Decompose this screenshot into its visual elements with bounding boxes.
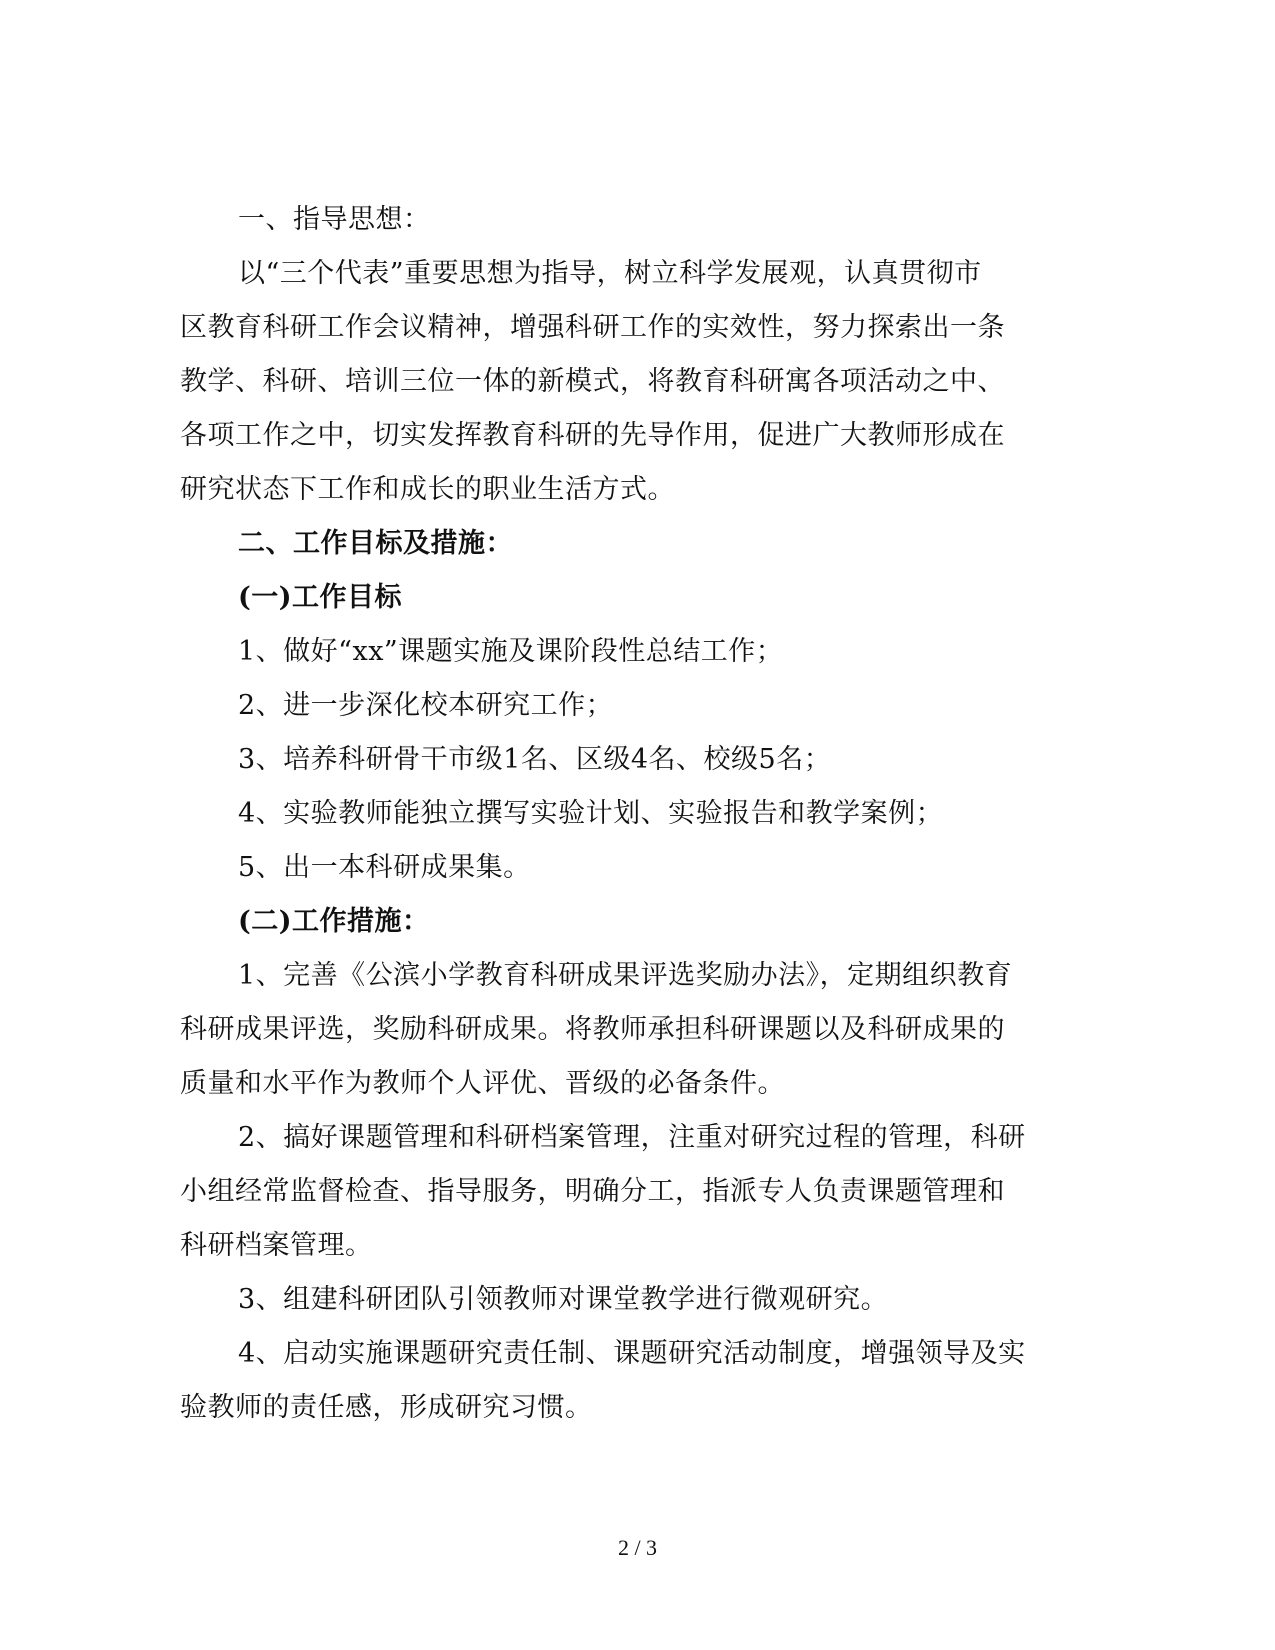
measures-list: [180, 949, 1040, 1435]
page-number: 2 / 3: [617, 1535, 658, 1560]
paragraph-line: 3、组建科研团队引领教师对课堂教学进行微观研究。: [238, 1284, 889, 1315]
paragraph-line: 研究状态下工作和成长的职业生活方式。: [180, 474, 675, 505]
paragraph-line: 小组经常监督检查、指导服务，明确分工，指派专人负责课题管理和: [180, 1176, 1005, 1207]
subheading-work-measures: (二)工作措施：: [238, 906, 430, 937]
measure-item: [180, 949, 1040, 1111]
section-heading-goals-measures: 二、工作目标及措施：: [238, 528, 513, 559]
paragraph-line: 1、完善《公滨小学教育科研成果评选奖励办法》，定期组织教育: [238, 960, 1013, 991]
paragraph-line: 验教师的责任感，形成研究习惯。: [180, 1392, 593, 1423]
measure-item: [180, 1327, 1040, 1435]
paragraph-line: 以“三个代表”重要思想为指导，树立科学发展观，认真贯彻市: [238, 258, 982, 289]
paragraph-line: 教学、科研、培训三位一体的新模式，将教育科研寓各项活动之中、: [180, 366, 1005, 397]
goals-list: [180, 625, 1040, 895]
list-item: 4、实验教师能独立撰写实验计划、实验报告和教学案例；: [238, 798, 944, 829]
measure-item: [180, 1111, 1040, 1273]
paragraph-line: 科研成果评选，奖励科研成果。将教师承担科研课题以及科研成果的: [180, 1014, 1005, 1045]
section-heading-guiding-ideology: 一、指导思想：: [238, 204, 431, 235]
list-item: 1、做好“xx”课题实施及课阶段性总结工作；: [238, 636, 784, 667]
paragraph-line: 2、搞好课题管理和科研档案管理，注重对研究过程的管理，科研: [238, 1122, 1026, 1153]
subheading-work-goals: (一)工作目标: [238, 582, 403, 613]
paragraph-line: 4、启动实施课题研究责任制、课题研究活动制度，增强领导及实: [238, 1338, 1026, 1369]
measure-item: [180, 1273, 1040, 1327]
list-item: 2、进一步深化校本研究工作；: [238, 690, 614, 721]
list-item: 3、培养科研骨干市级1名、区级4名、校级5名；: [238, 744, 832, 775]
paragraph-line: 科研档案管理。: [180, 1230, 373, 1261]
document-body: [180, 193, 1040, 1435]
paragraph-line: 质量和水平作为教师个人评优、晋级的必备条件。: [180, 1068, 785, 1099]
paragraph-line: 区教育科研工作会议精神，增强科研工作的实效性，努力探索出一条: [180, 312, 1005, 343]
paragraph-line: 各项工作之中，切实发挥教育科研的先导作用，促进广大教师形成在: [180, 420, 1005, 451]
paragraph-guiding-ideology: [180, 247, 1040, 517]
list-item: 5、出一本科研成果集。: [238, 852, 531, 883]
